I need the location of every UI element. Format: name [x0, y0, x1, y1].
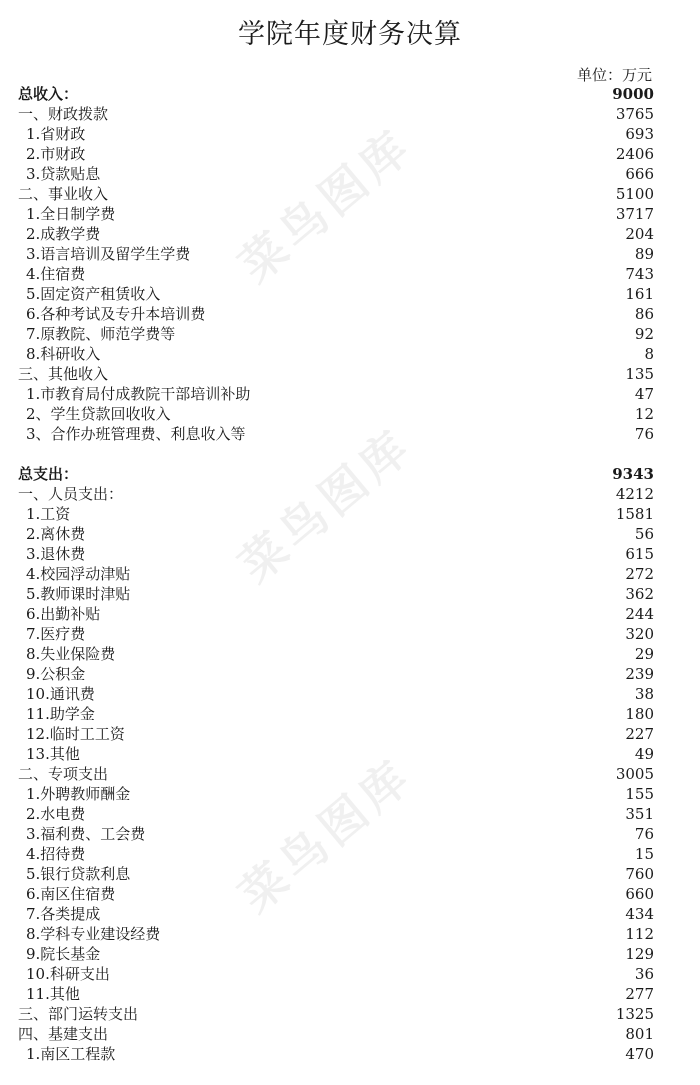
row-label: 一、人员支出：	[18, 485, 124, 503]
row-value: 76	[634, 425, 654, 443]
row-label: 7.原教院、师范学费等	[26, 325, 176, 343]
row-value: 2406	[615, 145, 654, 163]
row-value: 9000	[612, 85, 654, 103]
table-row	[18, 404, 654, 424]
row-value: 76	[634, 825, 654, 843]
table-row	[18, 244, 654, 264]
table-row	[18, 544, 654, 564]
row-value: 239	[625, 665, 654, 683]
row-label: 12.临时工工资	[26, 725, 125, 743]
table-row	[18, 944, 654, 964]
row-value: 3005	[615, 765, 654, 783]
table-row	[18, 284, 654, 304]
table-row	[18, 644, 654, 664]
table-row	[18, 384, 654, 404]
table-row	[18, 144, 654, 164]
row-value: 272	[625, 565, 654, 583]
row-label: 一、财政拨款	[18, 105, 109, 123]
row-label: 8.失业保险费	[26, 645, 116, 663]
row-label: 1.省财政	[26, 125, 86, 143]
row-label: 7.各类提成	[26, 905, 101, 923]
row-label: 5.固定资产租赁收入	[26, 285, 161, 303]
row-value: 320	[625, 625, 654, 643]
row-label: 6.出勤补贴	[26, 605, 101, 623]
section-row	[18, 484, 654, 504]
row-label: 6.南区住宿费	[26, 885, 116, 903]
row-label: 二、专项支出	[18, 765, 109, 783]
table-row	[18, 264, 654, 284]
row-label: 1.外聘教师酬金	[26, 785, 131, 803]
row-value: 5100	[615, 185, 654, 203]
table-row	[18, 744, 654, 764]
row-value: 3717	[615, 205, 654, 223]
row-label: 2.市财政	[26, 145, 86, 163]
row-label: 总收入：	[18, 85, 79, 103]
table-row	[18, 924, 654, 944]
row-value: 36	[634, 965, 654, 983]
row-value: 180	[625, 705, 654, 723]
unit-label: 单位：万元	[576, 66, 652, 84]
table-row	[18, 304, 654, 324]
row-value: 29	[634, 645, 654, 663]
row-label: 二、事业收入	[18, 185, 109, 203]
row-value: 135	[625, 365, 654, 383]
row-label: 10.通讯费	[26, 685, 95, 703]
row-label: 2、学生贷款回收收入	[26, 405, 171, 423]
row-label: 8.科研收入	[26, 345, 101, 363]
table-row	[18, 564, 654, 584]
row-label: 7.医疗费	[26, 625, 86, 643]
page-title: 学院年度财务决算	[238, 19, 462, 50]
row-value: 89	[634, 245, 654, 263]
row-label: 6.各种考试及专升本培训费	[26, 305, 206, 323]
table-row	[18, 604, 654, 624]
spacer-row	[18, 444, 654, 464]
table-row	[18, 964, 654, 984]
row-label: 1.全日制学费	[26, 205, 116, 223]
row-label: 1.市教育局付成教院干部培训补助	[26, 385, 251, 403]
row-value: 351	[625, 805, 654, 823]
row-label: 11.其他	[26, 985, 80, 1003]
watermark: 菜鸟图库	[228, 747, 423, 923]
row-value: 56	[634, 525, 654, 543]
row-value: 155	[625, 785, 654, 803]
section-row	[18, 364, 654, 384]
row-value: 15	[634, 845, 654, 863]
row-label: 13.其他	[26, 745, 80, 763]
section-row	[18, 764, 654, 784]
table-row	[18, 624, 654, 644]
row-label: 2.离休费	[26, 525, 86, 543]
row-label: 三、其他收入	[18, 365, 109, 383]
table-row	[18, 1044, 654, 1064]
row-label: 1.工资	[26, 505, 71, 523]
section-row	[18, 1024, 654, 1044]
row-value: 362	[625, 585, 654, 603]
table-row	[18, 164, 654, 184]
row-value: 660	[625, 885, 654, 903]
section-row	[18, 1004, 654, 1024]
row-value: 615	[625, 545, 654, 563]
watermark: 菜鸟图库	[228, 117, 423, 293]
table-row	[18, 504, 654, 524]
row-label: 3、合作办班管理费、利息收入等	[26, 425, 246, 443]
row-value: 1581	[615, 505, 654, 523]
row-label: 9.院长基金	[26, 945, 101, 963]
row-value: 277	[625, 985, 654, 1003]
row-label: 四、基建支出	[18, 1025, 109, 1043]
table-row	[18, 424, 654, 444]
row-label: 2.成教学费	[26, 225, 101, 243]
table-row	[18, 344, 654, 364]
row-value: 801	[625, 1025, 654, 1043]
row-value: 161	[625, 285, 654, 303]
row-value: 470	[625, 1045, 654, 1063]
row-value: 47	[634, 385, 654, 403]
row-label: 5.银行贷款利息	[26, 865, 131, 883]
row-label: 10.科研支出	[26, 965, 110, 983]
row-value: 760	[625, 865, 654, 883]
row-value: 244	[625, 605, 654, 623]
table-row	[18, 224, 654, 244]
table-row	[18, 704, 654, 724]
total-row	[18, 84, 654, 104]
row-label: 5.教师课时津贴	[26, 585, 131, 603]
row-label: 4.校园浮动津贴	[26, 565, 131, 583]
table-row	[18, 324, 654, 344]
row-value: 743	[625, 265, 654, 283]
row-label: 8.学科专业建设经费	[26, 925, 161, 943]
table-row	[18, 684, 654, 704]
total-row	[18, 464, 654, 484]
row-value: 8	[644, 345, 654, 363]
watermark: 菜鸟图库	[228, 417, 423, 593]
row-value: 86	[634, 305, 654, 323]
row-value: 227	[625, 725, 654, 743]
row-value: 112	[625, 925, 654, 943]
section-row	[18, 184, 654, 204]
table-row	[18, 904, 654, 924]
row-label: 总支出：	[18, 465, 79, 483]
row-label: 3.贷款贴息	[26, 165, 101, 183]
table-row	[18, 824, 654, 844]
table-row	[18, 864, 654, 884]
table-row	[18, 524, 654, 544]
table-row	[18, 124, 654, 144]
row-value: 434	[625, 905, 654, 923]
row-value: 12	[634, 405, 654, 423]
row-label: 三、部门运转支出	[18, 1005, 139, 1023]
row-label: 3.退休费	[26, 545, 86, 563]
row-label: 11.助学金	[26, 705, 95, 723]
row-value: 1325	[615, 1005, 654, 1023]
row-label: 2.水电费	[26, 805, 86, 823]
finance-table	[18, 84, 654, 1064]
row-label: 4.招待费	[26, 845, 86, 863]
table-row	[18, 204, 654, 224]
table-row	[18, 884, 654, 904]
row-value: 129	[625, 945, 654, 963]
table-row	[18, 784, 654, 804]
table-row	[18, 584, 654, 604]
row-value: 204	[625, 225, 654, 243]
row-label: 3.福利费、工会费	[26, 825, 146, 843]
table-row	[18, 804, 654, 824]
table-row	[18, 844, 654, 864]
row-value: 49	[634, 745, 654, 763]
section-row	[18, 104, 654, 124]
row-label: 4.住宿费	[26, 265, 86, 283]
row-value: 3765	[615, 105, 654, 123]
row-value: 38	[634, 685, 654, 703]
row-label: 3.语言培训及留学生学费	[26, 245, 191, 263]
row-value: 92	[634, 325, 654, 343]
row-value: 693	[625, 125, 654, 143]
row-label: 9.公积金	[26, 665, 86, 683]
row-value: 4212	[615, 485, 654, 503]
table-row	[18, 664, 654, 684]
table-row	[18, 724, 654, 744]
table-row	[18, 984, 654, 1004]
row-value: 9343	[612, 465, 654, 483]
row-label: 1.南区工程款	[26, 1045, 116, 1063]
row-value: 666	[625, 165, 654, 183]
